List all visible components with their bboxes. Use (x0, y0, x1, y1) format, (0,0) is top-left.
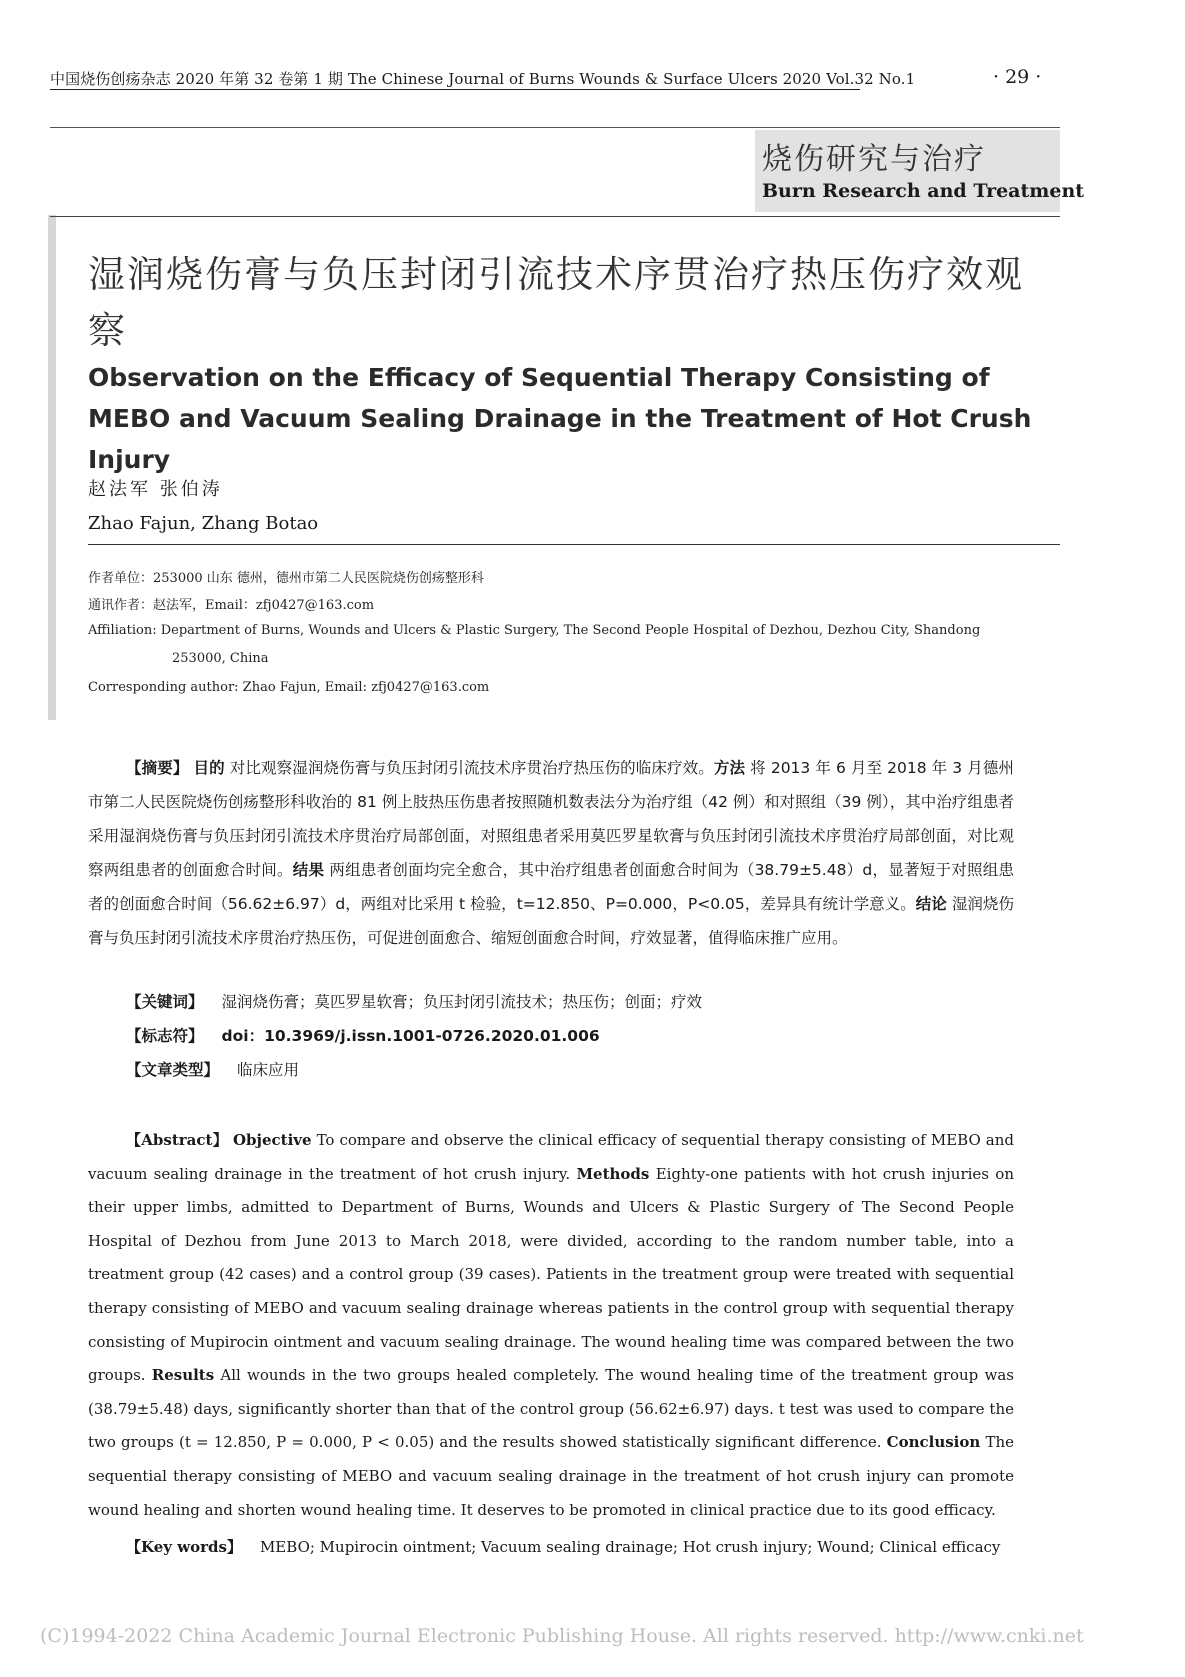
objective-en: To compare and observe the clinical efficacy of sequential therapy consisting of MEBO and vacuum sealing drainage in the treatment of hot crush injury. (88, 1131, 1014, 1183)
affiliation-rule (88, 544, 1060, 545)
page-number: · 29 · (993, 66, 1042, 88)
affiliation-en: Affiliation: Department of Burns, Wounds and Ulcers & Plastic Surgery, The Second People Hospital of Dezhou, Dezhou City, Shandong (88, 623, 981, 638)
conclusion-en: The sequential therapy consisting of MEBO and vacuum sealing drainage in the treatment of hot crush injury can promote wound healing and shorten wound healing time. It deserves to be promoted in clinical practice due to its good efficacy. (88, 1433, 1014, 1519)
article-title-zh: 湿润烧伤膏与负压封闭引流技术序贯治疗热压伤疗效观察 (88, 253, 1024, 352)
results-en: All wounds in the two groups healed completely. The wound healing time of the treatment group was (38.79±5.48) days, significantly shorter than that of the control group (56.62±6.97) days. t test was used to compare the two groups (t = 12.850, P = 0.000, P < 0.05) and the results showed statistically significant difference. (88, 1366, 1014, 1452)
keywords-zh: 湿润烧伤膏；莫匹罗星软膏；负压封闭引流技术；热压伤；创面；疗效 (221, 993, 703, 1011)
authors-zh: 赵法军 张伯涛 (88, 479, 223, 500)
affiliation-en-continued: 253000, China (172, 651, 269, 666)
objective-en-label: Objective (232, 1131, 312, 1149)
objective-zh-label: 目的 (193, 759, 225, 777)
section-title-en: Burn Research and Treatment (762, 180, 1085, 202)
top-rule (50, 127, 1060, 128)
conclusion-en-label: Conclusion (886, 1433, 981, 1452)
abstract-zh-label: 【摘要】 (126, 759, 189, 777)
conclusion-zh-label: 结论 (915, 895, 947, 913)
keywords-en-line (126, 1536, 1000, 1557)
corresponding-author-zh: 通讯作者：赵法军，Email：zfj0427@163.com (88, 598, 375, 613)
keywords-en-label: 【Key words】 (126, 1538, 242, 1556)
results-zh: 两组患者创面均完全愈合，其中治疗组患者创面愈合时间为（38.79±5.48）d，显著短于对照组患者的创面愈合时间（56.62±6.97）d，两组对比采用 t 检验，t=12.850、P=0.000，P<0.05，差异具有统计学意义。 (88, 861, 1014, 913)
results-en-label: Results (151, 1366, 215, 1385)
abstract-zh (88, 751, 1014, 955)
conclusion-zh: 湿润烧伤膏与负压封闭引流技术序贯治疗热压伤，可促进创面愈合、缩短创面愈合时间，疗效显著，值得临床推广应用。 (88, 895, 1014, 947)
corresponding-author-en: Corresponding author: Zhao Fajun, Email: zfj0427@163.com (88, 680, 490, 695)
section-title-zh: 烧伤研究与治疗 (762, 142, 986, 177)
keywords-en: MEBO; Mupirocin ointment; Vacuum sealing drainage; Hot crush injury; Wound; Clinical efficacy (259, 1538, 1001, 1556)
running-head: 中国烧伤创疡杂志 2020 年第 32 卷第 1 期 The Chinese Journal of Burns Wounds & Surface Ulcers 2020 Vol.32 No.1 (50, 70, 916, 88)
abstract-en (88, 1124, 1014, 1527)
article-type-line (126, 1058, 299, 1080)
keywords-zh-label: 【关键词】 (126, 993, 204, 1011)
article-title-en: Observation on the Efficacy of Sequential Therapy Consisting of MEBO and Vacuum Sealing Drainage in the Treatment of Hot Crush Injury (88, 363, 1032, 474)
objective-zh: 对比观察湿润烧伤膏与负压封闭引流技术序贯治疗热压伤的临床疗效。 (229, 759, 714, 777)
article-type-label: 【文章类型】 (126, 1061, 220, 1079)
doi-label: 【标志符】 (126, 1027, 204, 1045)
running-head-rule (50, 89, 860, 90)
affiliation-unit-zh: 作者单位：253000 山东 德州，德州市第二人民医院烧伤创疡整形科 (88, 571, 484, 586)
header-rule (50, 216, 1060, 217)
keywords-zh-line (126, 990, 702, 1012)
left-margin-bar (48, 215, 56, 720)
authors-en: Zhao Fajun, Zhang Botao (88, 513, 319, 534)
doi-line (126, 1024, 600, 1046)
copyright-watermark: (C)1994-2022 China Academic Journal Electronic Publishing House. All rights reserved. http://www.cnki.net (40, 1625, 1084, 1647)
methods-en: Eighty-one patients with hot crush injuries on their upper limbs, admitted to Department of Burns, Wounds and Ulcers & Plastic Surgery of The Second People Hospital of Dezhou from June 2013 to March 2018, were divided, according to the random number table, into a treatment group (42 cases) and a control group (39 cases). Patients in the treatment group were treated with sequential therapy consisting of MEBO and vacuum sealing drainage whereas patients in the control group with sequential therapy consisting of Mupirocin ointment and vacuum sealing drainage. The wound healing time was compared between the two groups. (88, 1164, 1014, 1385)
methods-en-label: Methods (576, 1164, 650, 1183)
methods-zh: 将 2013 年 6 月至 2018 年 3 月德州市第二人民医院烧伤创疡整形科收治的 81 例上肢热压伤患者按照随机数表法分为治疗组（42 例）和对照组（39 例），其中治疗组患者采用湿润烧伤膏与负压封闭引流技术序贯治疗局部创面，对照组患者采用莫匹罗星软膏与负压封闭引流技术序贯治疗局部创面，对比观察两组患者的创面愈合时间。 (88, 759, 1014, 879)
doi-value: doi：10.3969/j.issn.1001-0726.2020.01.006 (221, 1027, 600, 1045)
abstract-en-label: 【Abstract】 (126, 1131, 228, 1149)
methods-zh-label: 方法 (713, 759, 746, 777)
results-zh-label: 结果 (292, 861, 325, 879)
article-type: 临床应用 (237, 1061, 300, 1079)
